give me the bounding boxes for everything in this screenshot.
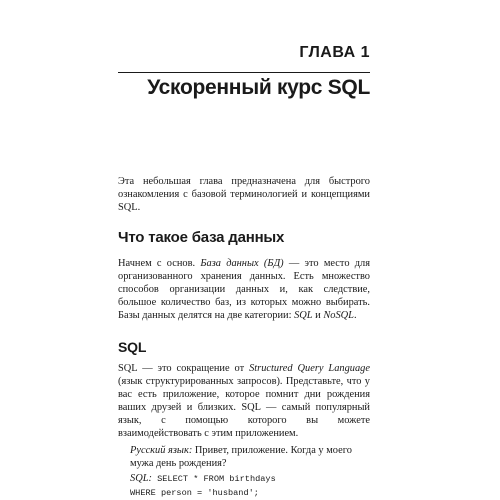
db-nosql-term: NoSQL xyxy=(323,310,354,321)
section-heading-sql: SQL xyxy=(118,339,147,355)
chapter-divider xyxy=(118,72,370,73)
db-term: База данных (БД) xyxy=(200,258,284,269)
sql-term: Structured Query Language xyxy=(249,363,370,374)
database-paragraph xyxy=(118,257,370,322)
db-text-mid: — это место для организованного хранения данных. Есть множество способов организации данных и, как следствие, большое количество баз, из которых можно выбирать. Базы данных делятся на две категории: xyxy=(118,258,371,321)
dialog-text: Привет, приложение. Когда у моего мужа день рождения? xyxy=(130,445,352,469)
intro-paragraph: Эта небольшая глава предназначена для быстрого ознакомления с базовой терминологией и концепциями SQL. xyxy=(118,176,370,213)
dialog-label: Русский язык: xyxy=(130,445,193,456)
sql-paragraph xyxy=(118,362,370,440)
code-text-2: WHERE person = 'husband'; xyxy=(130,488,259,498)
code-line-1 xyxy=(130,472,370,486)
page-content xyxy=(118,175,370,500)
chapter-label: ГЛАВА 1 xyxy=(299,44,370,61)
db-text-end: . xyxy=(353,310,357,321)
code-text-1: SELECT * FROM birthdays xyxy=(151,474,276,484)
dialog-russian xyxy=(130,444,370,470)
db-text-start: Начнем с основ. xyxy=(118,258,201,269)
code-label: SQL: xyxy=(130,473,152,484)
db-text-and: и xyxy=(312,310,324,321)
section-heading-database: Что такое база данных xyxy=(118,229,285,246)
sql-code-example xyxy=(130,472,370,500)
code-line-2 xyxy=(130,486,370,500)
chapter-title: Ускоренный курс SQL xyxy=(147,76,370,99)
sql-text-end: (язык структурированных запросов). Представьте, что у вас есть приложение, которое помнит дни рождения ваших друзей и близких. SQL — самый популярный язык, с помощью которого вы можете взаимодействовать с этим приложением. xyxy=(118,376,370,439)
db-sql-term: SQL xyxy=(294,310,313,321)
sql-text-start: SQL — это сокращение от xyxy=(118,363,250,374)
